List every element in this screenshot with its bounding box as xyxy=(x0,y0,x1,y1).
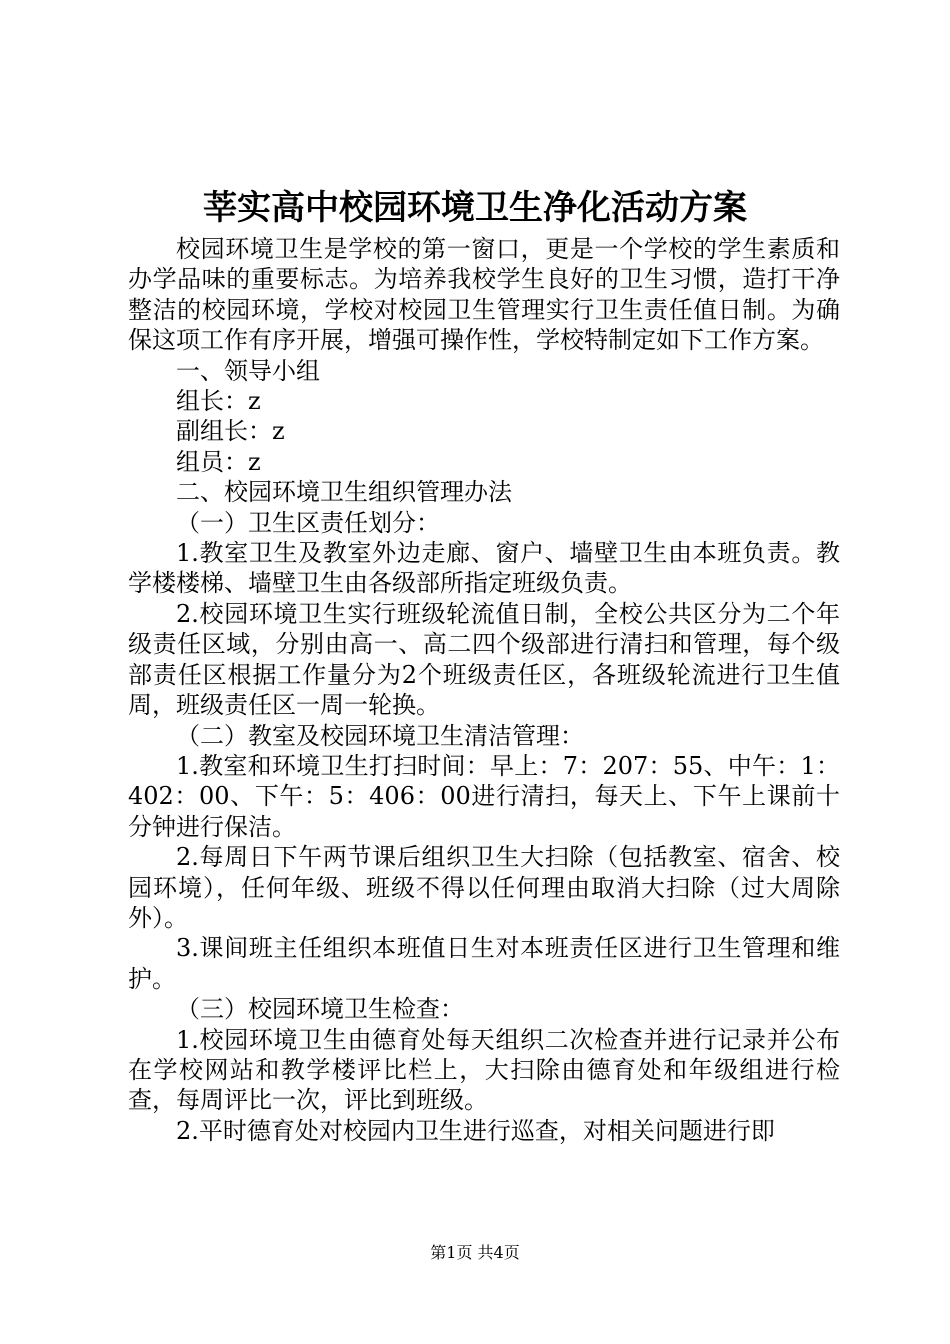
subsection-heading-cleaning: （二）教室及校园环境卫生清洁管理： xyxy=(176,721,584,750)
paragraph-inspection-1: 1.校园环境卫生由德育处每天组织二次检查并进行记录并公布在学校网站和教学楼评比栏上，大扫除由德育处和年级组进行检查，每周评比一次，评比到班级。 xyxy=(128,1025,840,1115)
paragraph-zones-1: 1.教室卫生及教室外边走廊、窗户、墙壁卫生由本班负责。教学楼楼梯、墙壁卫生由各级部所指定班级负责。 xyxy=(128,539,840,598)
subsection-heading-inspection: （三）校园环境卫生检查： xyxy=(176,995,464,1024)
paragraph-zones-2: 2.校园环境卫生实行班级轮流值日制，全校公共区分为二个年级责任区域，分别由高一、高二四个级部进行清扫和管理，每个级部责任区根据工作量分为2个班级责任区，各班级轮流进行卫生值周，班级责任区一周一轮换。 xyxy=(128,599,840,720)
document-body xyxy=(128,234,840,1146)
subsection-heading-zones: （一）卫生区责任划分： xyxy=(176,508,440,537)
section-heading-leadership: 一、领导小组 xyxy=(176,356,320,385)
leader-line: 组长：z xyxy=(176,387,261,416)
document-title: 莘实高中校园环境卫生净化活动方案 xyxy=(203,188,747,228)
section-heading-management: 二、校园环境卫生组织管理办法 xyxy=(176,478,512,507)
paragraph-inspection-2: 2.平时德育处对校园内卫生进行巡查，对相关问题进行即 xyxy=(176,1116,775,1145)
paragraph-intro: 校园环境卫生是学校的第一窗口，更是一个学校的学生素质和办学品味的重要标志。为培养我校学生良好的卫生习惯，造打干净整洁的校园环境，学校对校园卫生管理实行卫生责任值日制。为确保这项工作有序开展，增强可操作性，学校特制定如下工作方案。 xyxy=(128,235,840,355)
paragraph-cleaning-2: 2.每周日下午两节课后组织卫生大扫除（包括教室、宿舍、校园环境），任何年级、班级不得以任何理由取消大扫除（过大周除外）。 xyxy=(128,843,840,932)
member-line: 组员：z xyxy=(176,447,261,476)
paragraph-cleaning-3: 3.课间班主任组织本班值日生对本班责任区进行卫生管理和维护。 xyxy=(128,934,840,993)
page-footer: 第1页 共4页 xyxy=(430,1243,520,1262)
paragraph-cleaning-1: 1.教室和环境卫生打扫时间：早上：7：207：55、中午：1：402：00、下午：5：406：00进行清扫，每天上、下午上课前十分钟进行保洁。 xyxy=(128,751,840,841)
deputy-leader-line: 副组长：z xyxy=(176,417,285,446)
